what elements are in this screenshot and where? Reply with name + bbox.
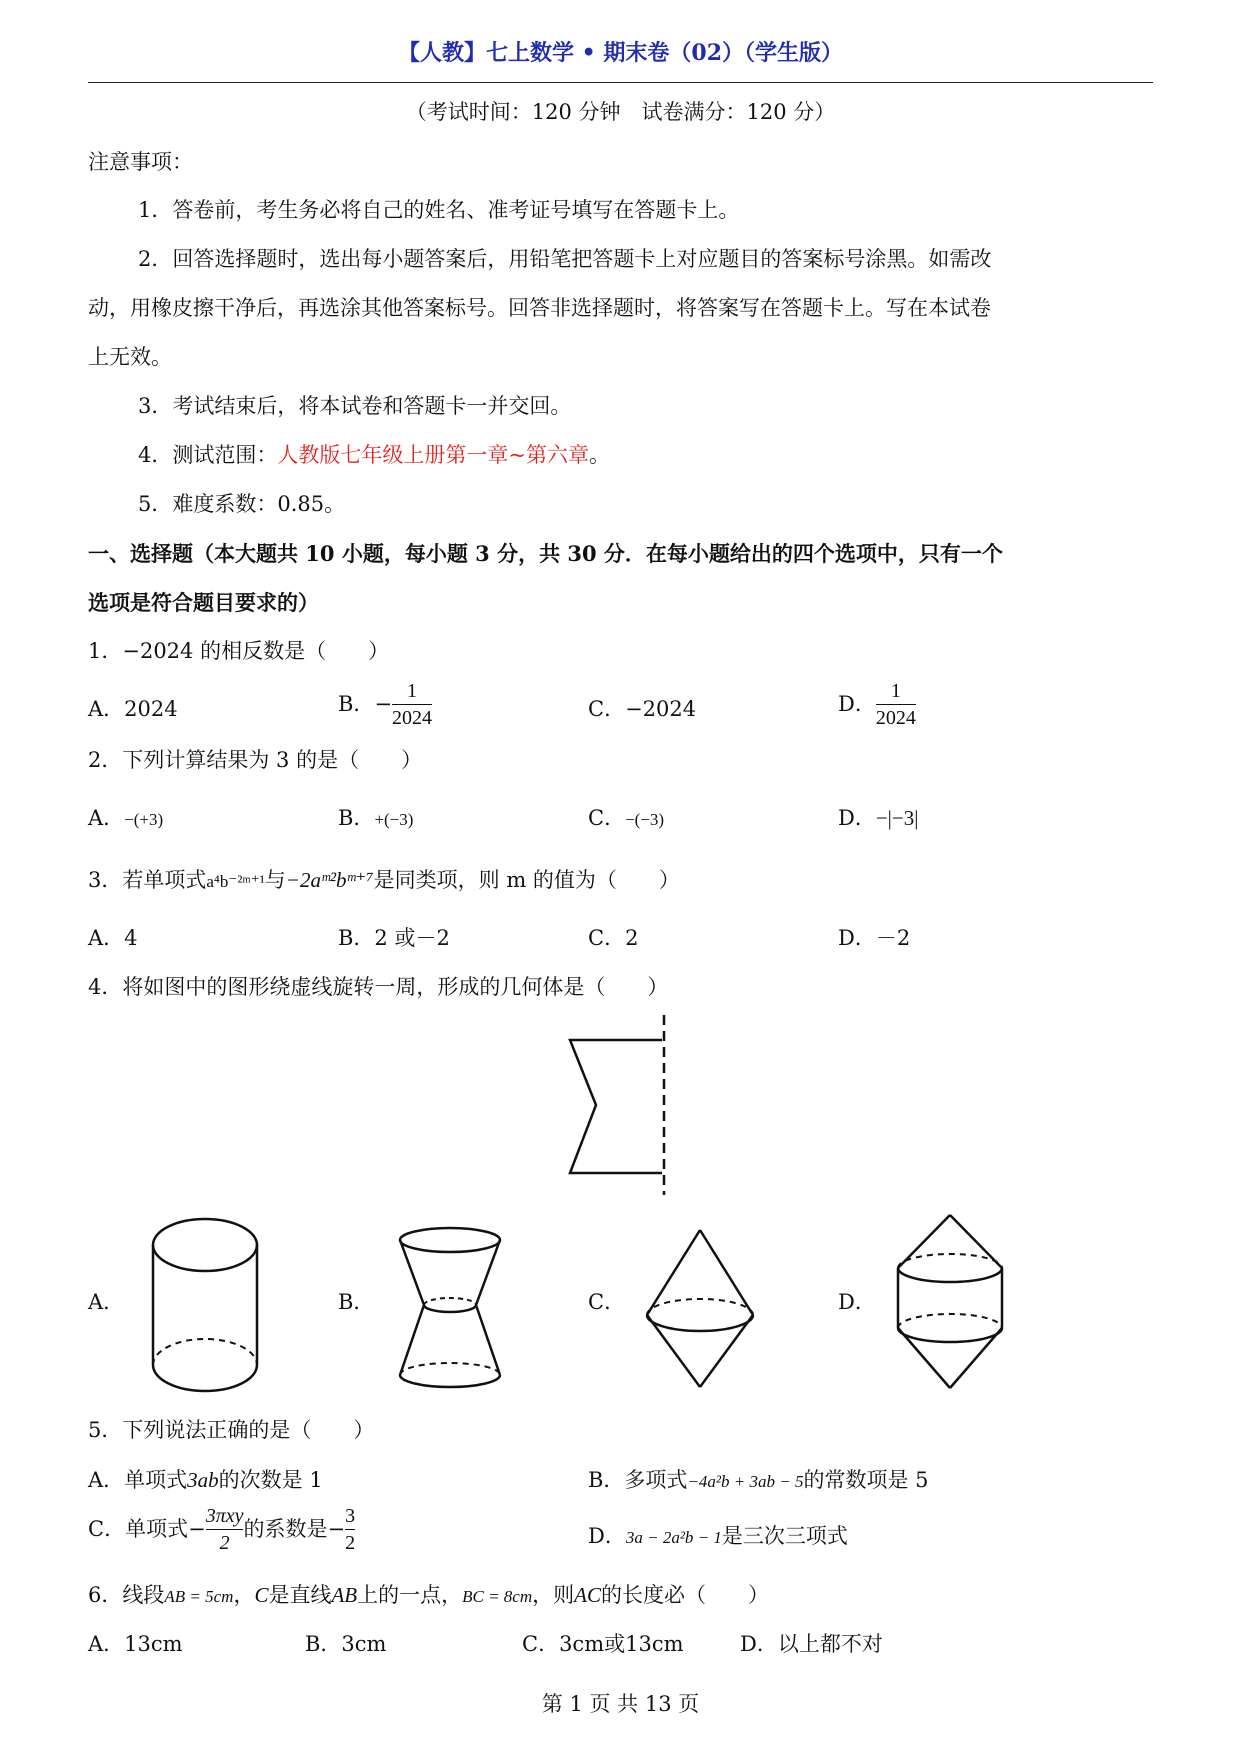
q5-option-b-prefix: B．多项式 bbox=[588, 1468, 688, 1492]
q6-stem-part: 是直线 bbox=[268, 1583, 332, 1607]
q6-option-b: B．3cm bbox=[305, 1632, 387, 1656]
q3-monomial-1: a⁴b⁻²ᵐ⁺¹ bbox=[206, 872, 265, 891]
q3-stem-mid: 与 bbox=[264, 868, 286, 892]
note-2-line3: 上无效。 bbox=[88, 345, 172, 369]
q5-option-d-suffix: 是三次三项式 bbox=[721, 1524, 848, 1548]
q2-option-c-expr: −(−3) bbox=[625, 810, 665, 829]
q3-option-a: A．4 bbox=[88, 926, 138, 950]
q6-option-d: D．以上都不对 bbox=[740, 1632, 883, 1656]
q6-option-a: A．13cm bbox=[88, 1632, 183, 1656]
q6-point-c: C bbox=[254, 1583, 269, 1607]
q6-stem-part: 6．线段 bbox=[88, 1583, 165, 1607]
q2-option-a bbox=[88, 806, 163, 831]
document-title: 【人教】七上数学 • 期末卷（02）（学生版） bbox=[398, 40, 843, 66]
page-footer: 第 1 页 共 13 页 bbox=[541, 1692, 700, 1716]
q5-option-a bbox=[88, 1468, 323, 1493]
q2-option-a-label: A． bbox=[88, 806, 125, 830]
q1-option-d-fraction bbox=[876, 680, 916, 729]
q5-option-d-prefix: D． bbox=[588, 1524, 626, 1548]
q3-monomial-2: −2aᵐ²bᵐ⁺⁷ bbox=[285, 868, 374, 892]
double-cone-figure bbox=[640, 1225, 760, 1395]
q2-option-b-expr: +(−3) bbox=[374, 810, 414, 829]
q5-option-c-prefix: C．单项式 bbox=[88, 1516, 189, 1541]
q4-option-a: A． bbox=[88, 1290, 125, 1314]
fraction-numerator: 3 bbox=[345, 1505, 356, 1527]
q6-stem-part: 上的一点， bbox=[357, 1583, 463, 1607]
q5-option-b bbox=[588, 1468, 929, 1493]
q6-bc-length: BC = 8cm bbox=[462, 1587, 533, 1606]
note-2-line2: 动，用橡皮擦干净后，再选涂其他答案标号。回答非选择题时，将答案写在答题卡上。写在本试卷 bbox=[88, 296, 991, 320]
q5-option-d bbox=[588, 1524, 848, 1549]
q2-option-d-expr: −|−3| bbox=[875, 806, 919, 830]
fraction-denominator: 2024 bbox=[875, 707, 916, 729]
q4-stem: 4．将如图中的图形绕虚线旋转一周，形成的几何体是（ ） bbox=[88, 975, 669, 999]
q6-segment-ac: AC bbox=[574, 1583, 601, 1607]
exam-info: （考试时间：120 分钟 试卷满分：120 分） bbox=[405, 100, 836, 124]
q3-stem bbox=[88, 868, 680, 893]
double-frustum-figure bbox=[390, 1225, 510, 1395]
q2-option-b-label: B． bbox=[338, 806, 375, 830]
q6-stem-part: ， bbox=[233, 1583, 255, 1607]
cylinder-figure bbox=[145, 1215, 265, 1395]
q4-option-c: C． bbox=[588, 1290, 626, 1314]
q6-line-ab: AB bbox=[331, 1583, 358, 1607]
note-3: 3．考试结束后，将本试卷和答题卡一并交回。 bbox=[138, 394, 572, 418]
q5-option-c-fraction bbox=[206, 1505, 244, 1554]
q4-rotation-figure bbox=[560, 1015, 680, 1195]
q5-option-a-suffix: 的次数是 1 bbox=[218, 1468, 323, 1492]
q3-option-b: B．2 或－2 bbox=[338, 926, 450, 950]
q5-option-a-expr: 3ab bbox=[187, 1468, 219, 1492]
q3-option-d: D．－2 bbox=[838, 926, 911, 950]
test-range: 人教版七年级上册第一章~第六章 bbox=[277, 443, 589, 467]
q2-option-c-label: C． bbox=[588, 806, 626, 830]
rotated-shape bbox=[570, 1040, 662, 1173]
q5-option-c-mid: 的系数是 bbox=[243, 1516, 328, 1541]
q6-stem bbox=[88, 1583, 769, 1608]
fraction-denominator: 2024 bbox=[392, 707, 433, 729]
q6-ab-length: AB = 5cm bbox=[164, 1587, 234, 1606]
q5-option-b-expr: −4a²b + 3ab − 5 bbox=[687, 1472, 804, 1491]
q4-option-d: D． bbox=[838, 1290, 876, 1314]
q5-option-c bbox=[88, 1505, 355, 1554]
fraction-denominator: 2 bbox=[219, 1532, 230, 1554]
q5-option-c-sign: − bbox=[188, 1516, 206, 1541]
fraction-denominator: 2 bbox=[345, 1532, 356, 1554]
fraction-numerator: 1 bbox=[890, 680, 901, 702]
q5-option-c-sign2: − bbox=[327, 1516, 346, 1541]
note-4-prefix: 4．测试范围： bbox=[138, 443, 278, 467]
q2-option-d-label: D． bbox=[838, 806, 876, 830]
note-2-line1: 2．回答选择题时，选出每小题答案后，用铅笔把答题卡上对应题目的答案标号涂黑。如需改 bbox=[138, 247, 992, 271]
q2-option-b bbox=[338, 806, 413, 831]
fraction-numerator: 3πxy bbox=[205, 1505, 244, 1527]
note-1: 1．答卷前，考生务必将自己的姓名、准考证号填写在答题卡上。 bbox=[138, 198, 740, 222]
notes-heading: 注意事项： bbox=[88, 150, 193, 174]
q5-stem: 5．下列说法正确的是（ ） bbox=[88, 1418, 375, 1442]
fraction-numerator: 1 bbox=[407, 680, 418, 702]
q1-option-b-fraction bbox=[392, 680, 432, 729]
q6-option-c: C．3cm或13cm bbox=[522, 1632, 684, 1656]
q5-option-b-suffix: 的常数项是 5 bbox=[803, 1468, 929, 1492]
cone-cylinder-cone-figure bbox=[890, 1210, 1010, 1400]
q2-stem: 2．下列计算结果为 3 的是（ ） bbox=[88, 748, 423, 772]
q3-option-c: C．2 bbox=[588, 926, 639, 950]
section-heading-line2: 选项是符合题目要求的） bbox=[88, 590, 319, 615]
q1-option-d bbox=[838, 680, 916, 729]
note-4-suffix: 。 bbox=[588, 443, 610, 467]
q1-option-b bbox=[338, 680, 432, 729]
q5-option-a-prefix: A．单项式 bbox=[88, 1468, 188, 1492]
q1-option-d-label: D． bbox=[838, 691, 876, 716]
section-heading-line1: 一、选择题（本大题共 10 小题，每小题 3 分，共 30 分．在每小题给出的四个选项中，只有一个 bbox=[88, 541, 1003, 566]
q5-option-d-expr: 3a − 2a²b − 1 bbox=[625, 1528, 722, 1547]
header-rule bbox=[88, 82, 1153, 83]
q6-stem-part: ，则 bbox=[532, 1583, 575, 1607]
q1-stem: 1．−2024 的相反数是（ ） bbox=[88, 639, 390, 663]
q1-option-b-label: B． bbox=[338, 691, 375, 716]
q2-option-c bbox=[588, 806, 664, 831]
q1-option-c: C．−2024 bbox=[588, 697, 697, 721]
q6-stem-part: 的长度必（ ） bbox=[600, 1583, 769, 1607]
note-4 bbox=[138, 443, 610, 468]
q1-option-a: A．2024 bbox=[88, 697, 178, 721]
q3-stem-suffix: 是同类项，则 m 的值为（ ） bbox=[373, 868, 680, 892]
q4-option-b: B． bbox=[338, 1290, 375, 1314]
q3-stem-prefix: 3．若单项式 bbox=[88, 868, 207, 892]
q1-option-b-sign: − bbox=[374, 691, 393, 716]
q5-option-c-fraction2 bbox=[345, 1505, 355, 1554]
q2-option-a-expr: −(+3) bbox=[124, 810, 164, 829]
note-5: 5．难度系数：0.85。 bbox=[138, 492, 346, 516]
q2-option-d bbox=[838, 806, 918, 831]
